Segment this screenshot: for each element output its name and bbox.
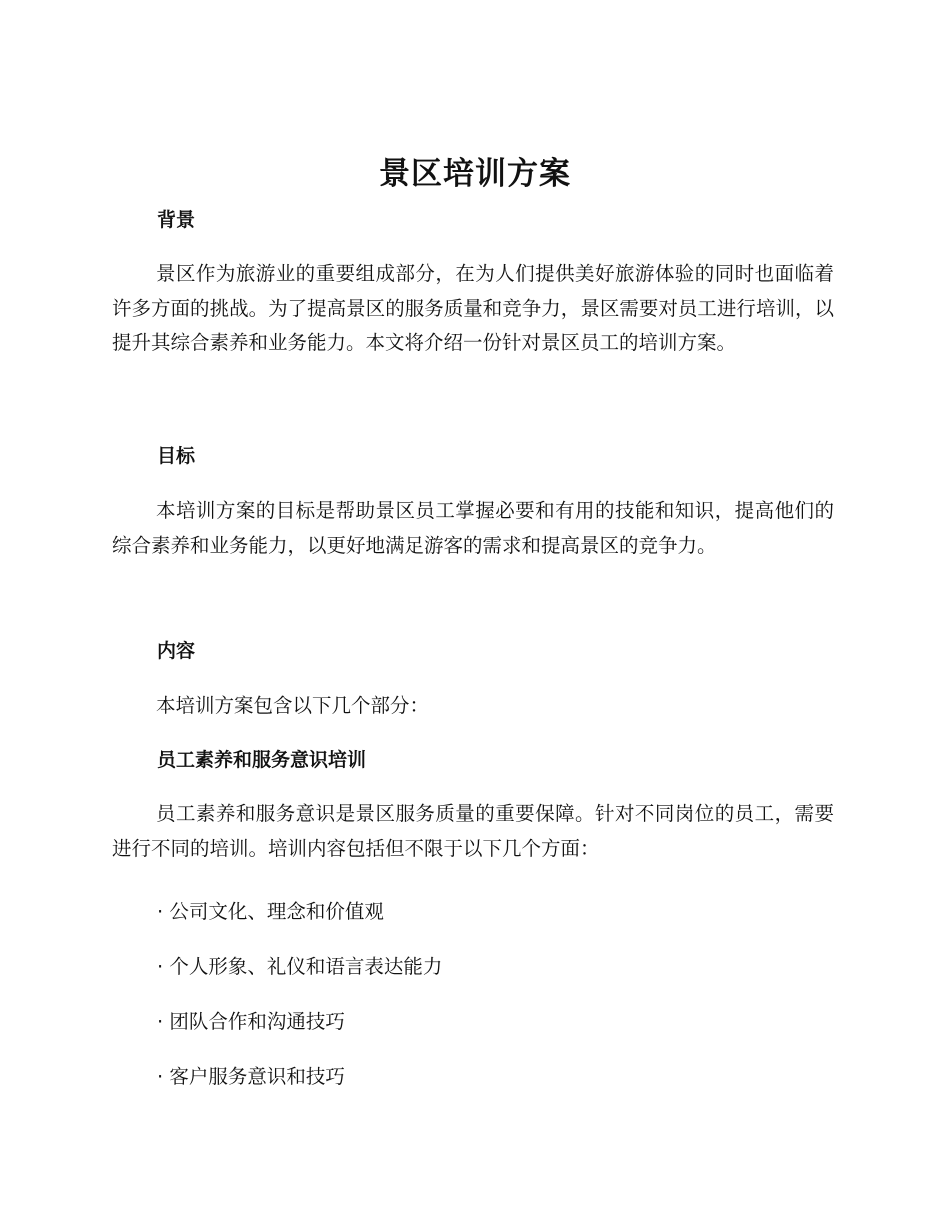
paragraph-goal: 本培训方案的目标是帮助景区员工掌握必要和有用的技能和知识，提高他们的综合素养和业务能力，以更好地满足游客的需求和提高景区的竞争力。 [112, 499, 834, 557]
section-heading-goal: 目标 [157, 445, 196, 467]
bullet-item: · 公司文化、理念和价值观 [157, 900, 384, 923]
section-heading-background: 背景 [157, 209, 196, 231]
paragraph-background: 景区作为旅游业的重要组成部分，在为人们提供美好旅游体验的同时也面临着许多方面的挑战。为了提高景区的服务质量和竞争力，景区需要对员工进行培训，以提升其综合素养和业务能力。本文将介绍一份针对景区员工的培训方案。 [112, 262, 834, 354]
bullet-item: · 团队合作和沟通技巧 [157, 1010, 345, 1033]
bullet-item: · 个人形象、礼仪和语言表达能力 [157, 955, 443, 978]
bullet-item: · 客户服务意识和技巧 [157, 1065, 345, 1088]
section-heading-content: 内容 [157, 640, 196, 662]
paragraph-staff-training: 员工素养和服务意识是景区服务质量的重要保障。针对不同岗位的员工，需要进行不同的培训。培训内容包括但不限于以下几个方面： [112, 802, 834, 860]
paragraph-content: 本培训方案包含以下几个部分： [156, 694, 430, 717]
document-title: 景区培训方案 [379, 156, 571, 192]
section-heading-staff-training: 员工素养和服务意识培训 [157, 749, 367, 771]
